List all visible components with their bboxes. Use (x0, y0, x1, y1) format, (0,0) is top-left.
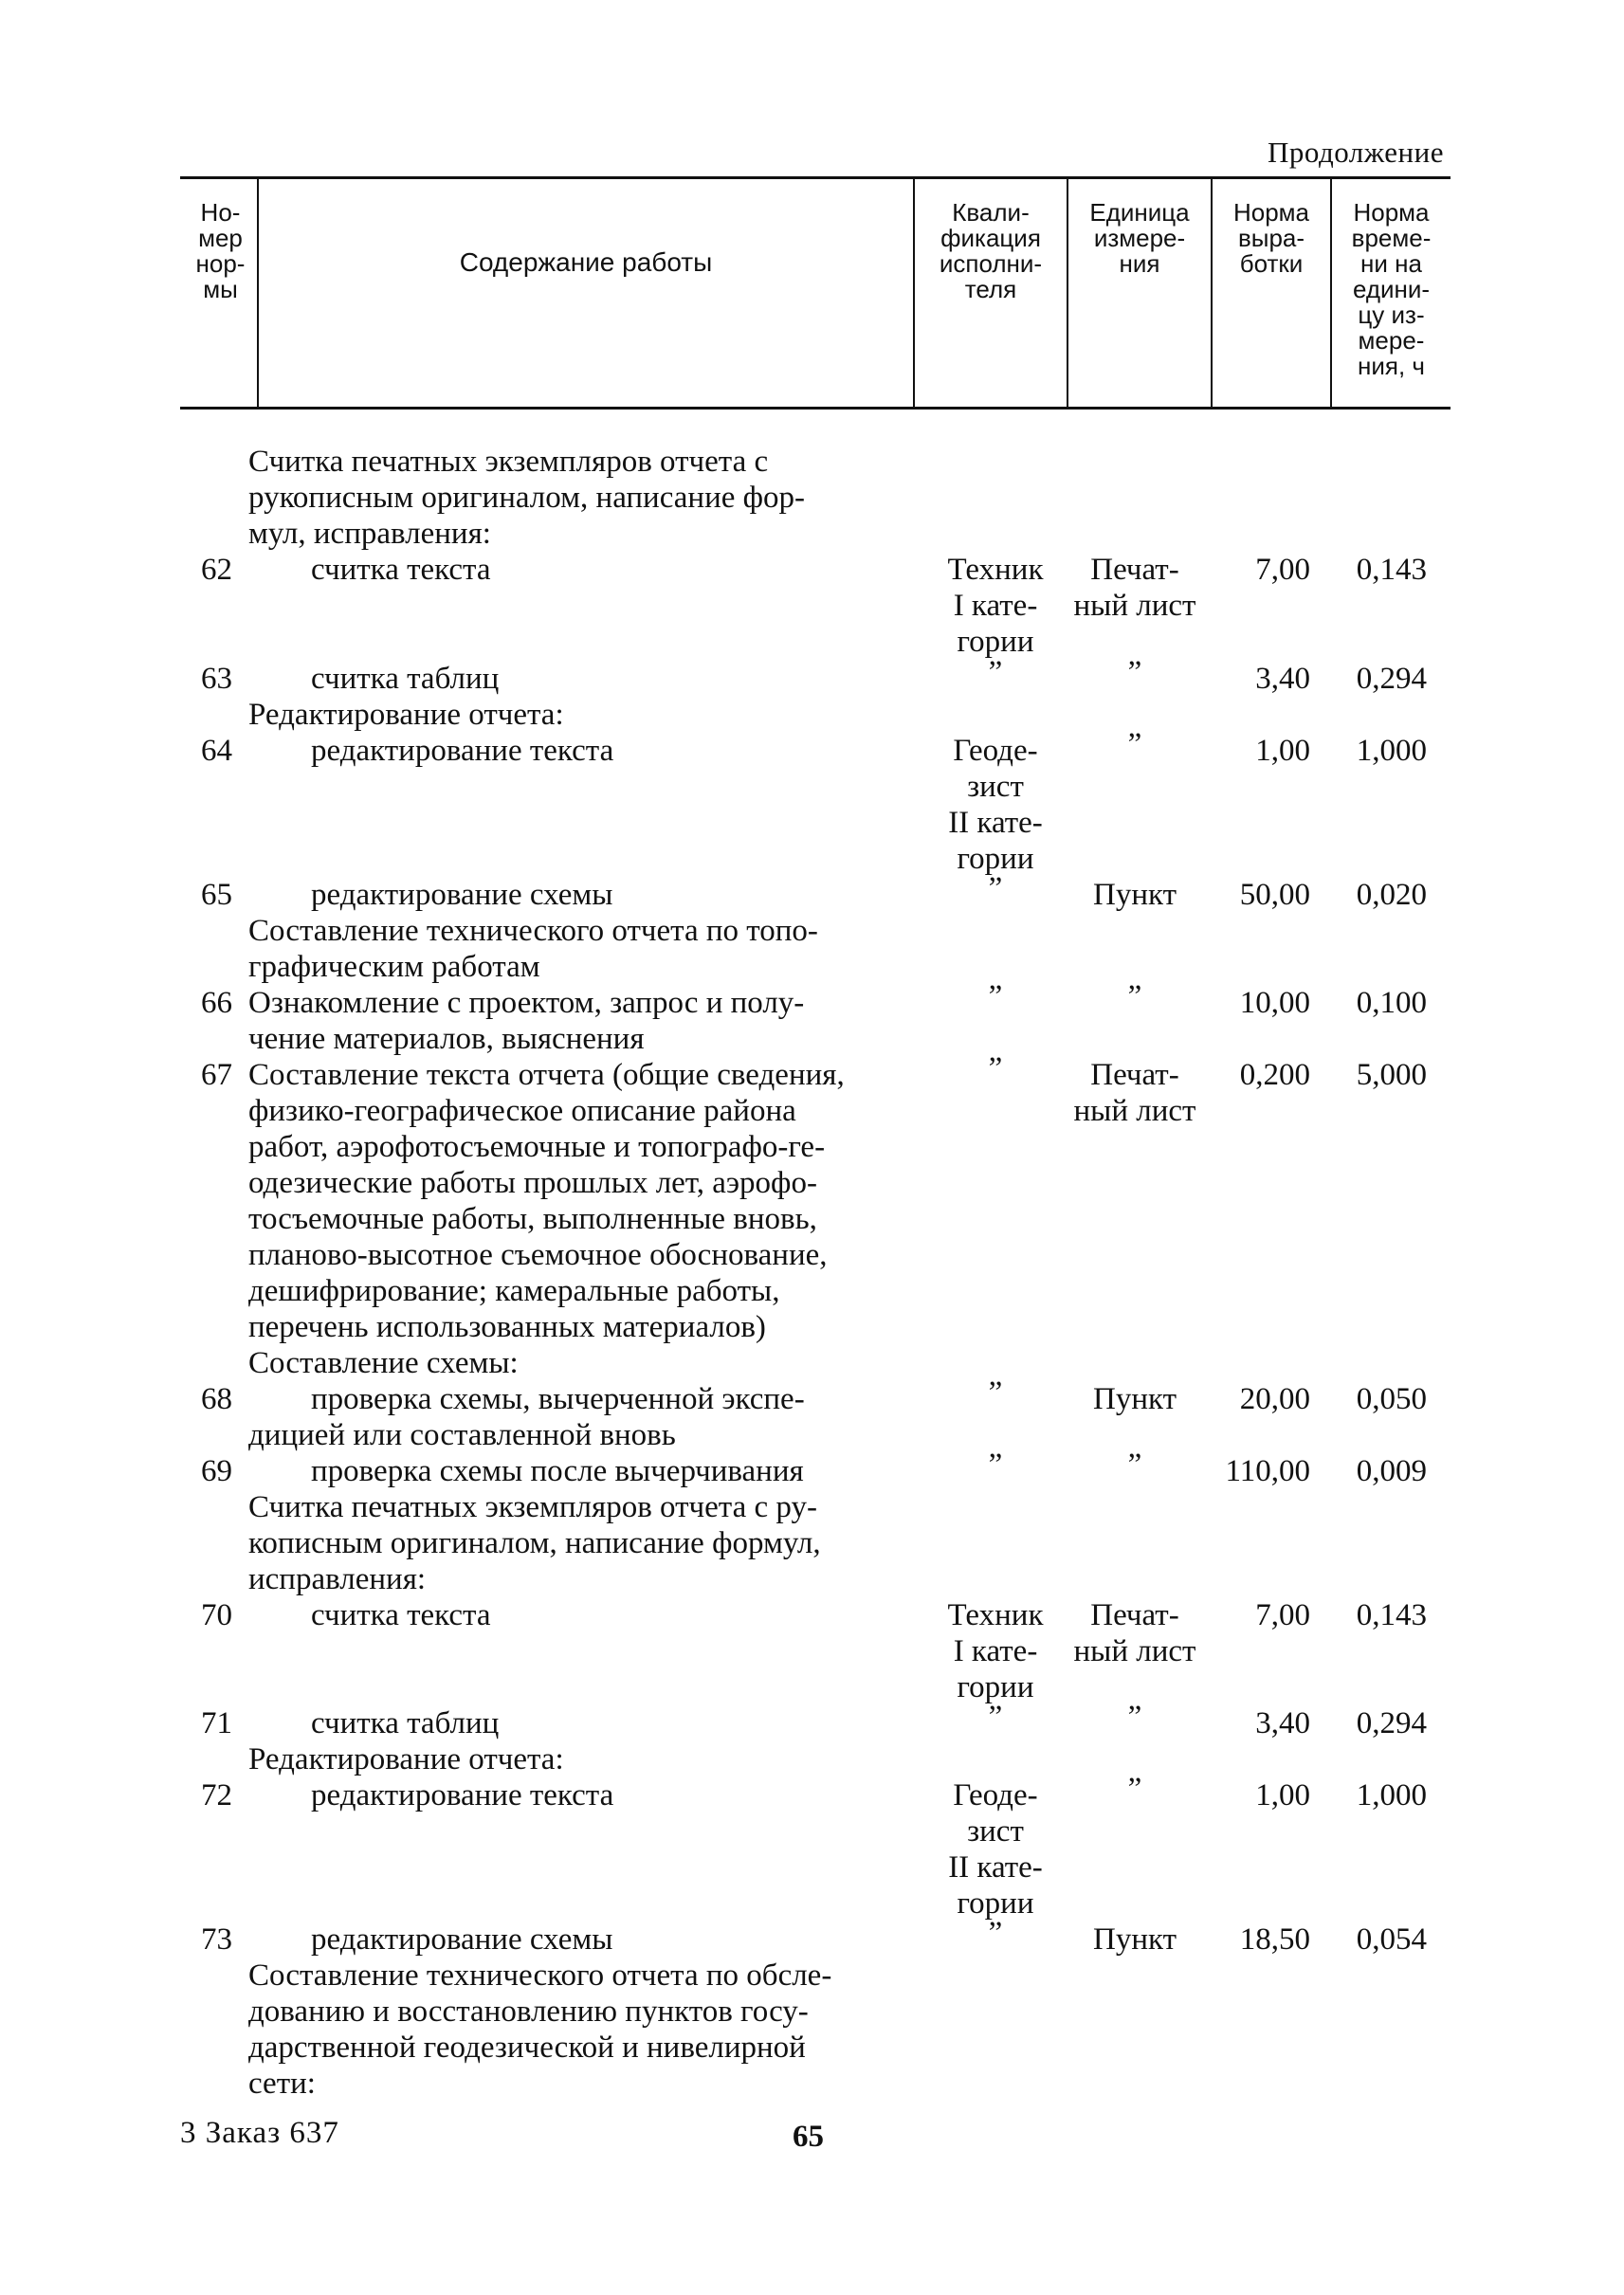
qualification: ” (988, 1051, 1003, 1085)
time-norm: 0,294 (1356, 1706, 1427, 1740)
page-number: 65 (793, 2120, 824, 2154)
qualification: ” (988, 1700, 1003, 1734)
continuation-label: Продолжение (1267, 136, 1444, 169)
header-col-number: Но- мер нор- мы (195, 198, 246, 303)
content-line: графическим работам (248, 950, 540, 984)
content-line: дицией или составленной вновь (248, 1418, 676, 1452)
norm-number: 70 (201, 1598, 232, 1632)
time-norm: 0,020 (1356, 878, 1427, 912)
content-line: Составление технического отчета по обсле- (248, 1958, 832, 1993)
time-norm: 0,054 (1356, 1922, 1427, 1957)
order-number: 3 Заказ 637 (180, 2116, 339, 2150)
unit: Печат- ный лист (1073, 1058, 1196, 1128)
qualification: Техник I кате- гории (947, 553, 1044, 659)
output-rate: 1,00 (1255, 1778, 1310, 1812)
time-norm: 1,000 (1356, 734, 1427, 768)
output-rate: 50,00 (1239, 878, 1310, 912)
time-norm: 0,143 (1356, 1598, 1427, 1632)
content-line: проверка схемы, вычерченной экспе- (311, 1382, 805, 1416)
unit: Пункт (1092, 1382, 1177, 1416)
norm-number: 62 (201, 553, 232, 587)
content-line: планово-высотное съемочное обоснование, (248, 1238, 828, 1272)
content-line: Ознакомление с проектом, запрос и полу- (248, 986, 805, 1020)
content-line: кописным оригиналом, написание формул, (248, 1526, 821, 1560)
content-line: перечень использованных материалов) (248, 1310, 766, 1344)
table-header (180, 176, 1451, 410)
norm-number: 72 (201, 1778, 232, 1812)
norm-number: 71 (201, 1706, 232, 1740)
time-norm: 1,000 (1356, 1778, 1427, 1812)
output-rate: 110,00 (1225, 1454, 1310, 1488)
qualification: Геоде- зист II кате- гории (948, 734, 1043, 876)
header-col-unit: Единица измере- ния (1089, 198, 1190, 278)
qualification: ” (988, 655, 1003, 689)
norm-number: 66 (201, 986, 232, 1020)
qualification: ” (988, 871, 1003, 905)
content-line: дарственной геодезической и нивелирной (248, 2031, 806, 2065)
content-line: Редактирование отчета: (248, 1742, 564, 1776)
content-line: Считка печатных экземпляров отчета с ру- (248, 1490, 817, 1524)
output-rate: 10,00 (1239, 986, 1310, 1020)
content-line: чение материалов, выяснения (248, 1022, 645, 1056)
unit: Печат- ный лист (1073, 553, 1196, 623)
qualification: ” (988, 1375, 1003, 1410)
output-rate: 7,00 (1255, 553, 1310, 587)
content-line: проверка схемы после вычерчивания (311, 1454, 804, 1488)
output-rate: 7,00 (1255, 1598, 1310, 1632)
qualification: ” (988, 1916, 1003, 1950)
norm-number: 67 (201, 1058, 232, 1092)
content-line: одезические работы прошлых лет, аэрофо- (248, 1166, 817, 1200)
content-line: Составление технического отчета по топо- (248, 914, 818, 948)
content-line: рукописным оригиналом, написание фор- (248, 481, 806, 515)
content-line: Считка печатных экземпляров отчета с (248, 445, 769, 479)
time-norm: 0,143 (1356, 553, 1427, 587)
content-line: дешифрирование; камеральные работы, (248, 1274, 780, 1308)
time-norm: 5,000 (1356, 1058, 1427, 1092)
unit: ” (1127, 979, 1142, 1013)
header-col-output-rate: Норма выра- ботки (1232, 198, 1310, 278)
qualification: ” (988, 979, 1003, 1013)
output-rate: 0,200 (1239, 1058, 1310, 1092)
time-norm: 0,009 (1356, 1454, 1427, 1488)
content-line: сети: (248, 2067, 316, 2101)
output-rate: 3,40 (1255, 1706, 1310, 1740)
output-rate: 20,00 (1239, 1382, 1310, 1416)
output-rate: 18,50 (1239, 1922, 1310, 1957)
content-line: физико-географическое описание района (248, 1094, 796, 1128)
content-line: считка таблиц (311, 1706, 500, 1740)
content-line: Составление схемы: (248, 1346, 519, 1380)
content-line: Редактирование отчета: (248, 698, 564, 732)
unit: ” (1127, 1772, 1142, 1806)
content-line: исправления: (248, 1562, 427, 1596)
content-line: дованию и восстановлению пунктов госу- (248, 1994, 809, 2029)
norm-number: 64 (201, 734, 232, 768)
content-line: редактирование схемы (311, 878, 613, 912)
content-line: редактирование текста (311, 1778, 614, 1812)
norm-number: 68 (201, 1382, 232, 1416)
content-line: мул, исправления: (248, 517, 491, 551)
content-line: считка текста (311, 553, 491, 587)
header-col-time-norm: Норма време- ни на едини- цу из- мере- ния, ч (1351, 198, 1432, 380)
unit: Пункт (1092, 878, 1177, 912)
header-col-content: Содержание работы (459, 247, 713, 277)
content-line: редактирование текста (311, 734, 614, 768)
header-col-qualification: Квали- фикация исполни- теля (939, 198, 1043, 303)
content-line: тосъемочные работы, выполненные вновь, (248, 1202, 817, 1236)
unit: ” (1127, 655, 1142, 689)
time-norm: 0,050 (1356, 1382, 1427, 1416)
content-line: Составление текста отчета (общие сведения, (248, 1058, 845, 1092)
unit: ” (1127, 727, 1142, 761)
norm-number: 63 (201, 662, 232, 696)
content-line: считка таблиц (311, 662, 500, 696)
unit: Печат- ный лист (1073, 1598, 1196, 1668)
content-line: редактирование схемы (311, 1922, 613, 1957)
unit: ” (1127, 1700, 1142, 1734)
output-rate: 3,40 (1255, 662, 1310, 696)
unit: Пункт (1092, 1922, 1177, 1957)
content-line: работ, аэрофотосъемочные и топографо-ге- (248, 1130, 826, 1164)
content-line: считка текста (311, 1598, 491, 1632)
qualification: Геоде- зист II кате- гории (948, 1778, 1043, 1921)
time-norm: 0,100 (1356, 986, 1427, 1020)
qualification: ” (988, 1448, 1003, 1482)
norm-number: 69 (201, 1454, 232, 1488)
unit: ” (1127, 1448, 1142, 1482)
qualification: Техник I кате- гории (947, 1598, 1044, 1704)
norm-number: 73 (201, 1922, 232, 1957)
time-norm: 0,294 (1356, 662, 1427, 696)
output-rate: 1,00 (1255, 734, 1310, 768)
norm-number: 65 (201, 878, 232, 912)
